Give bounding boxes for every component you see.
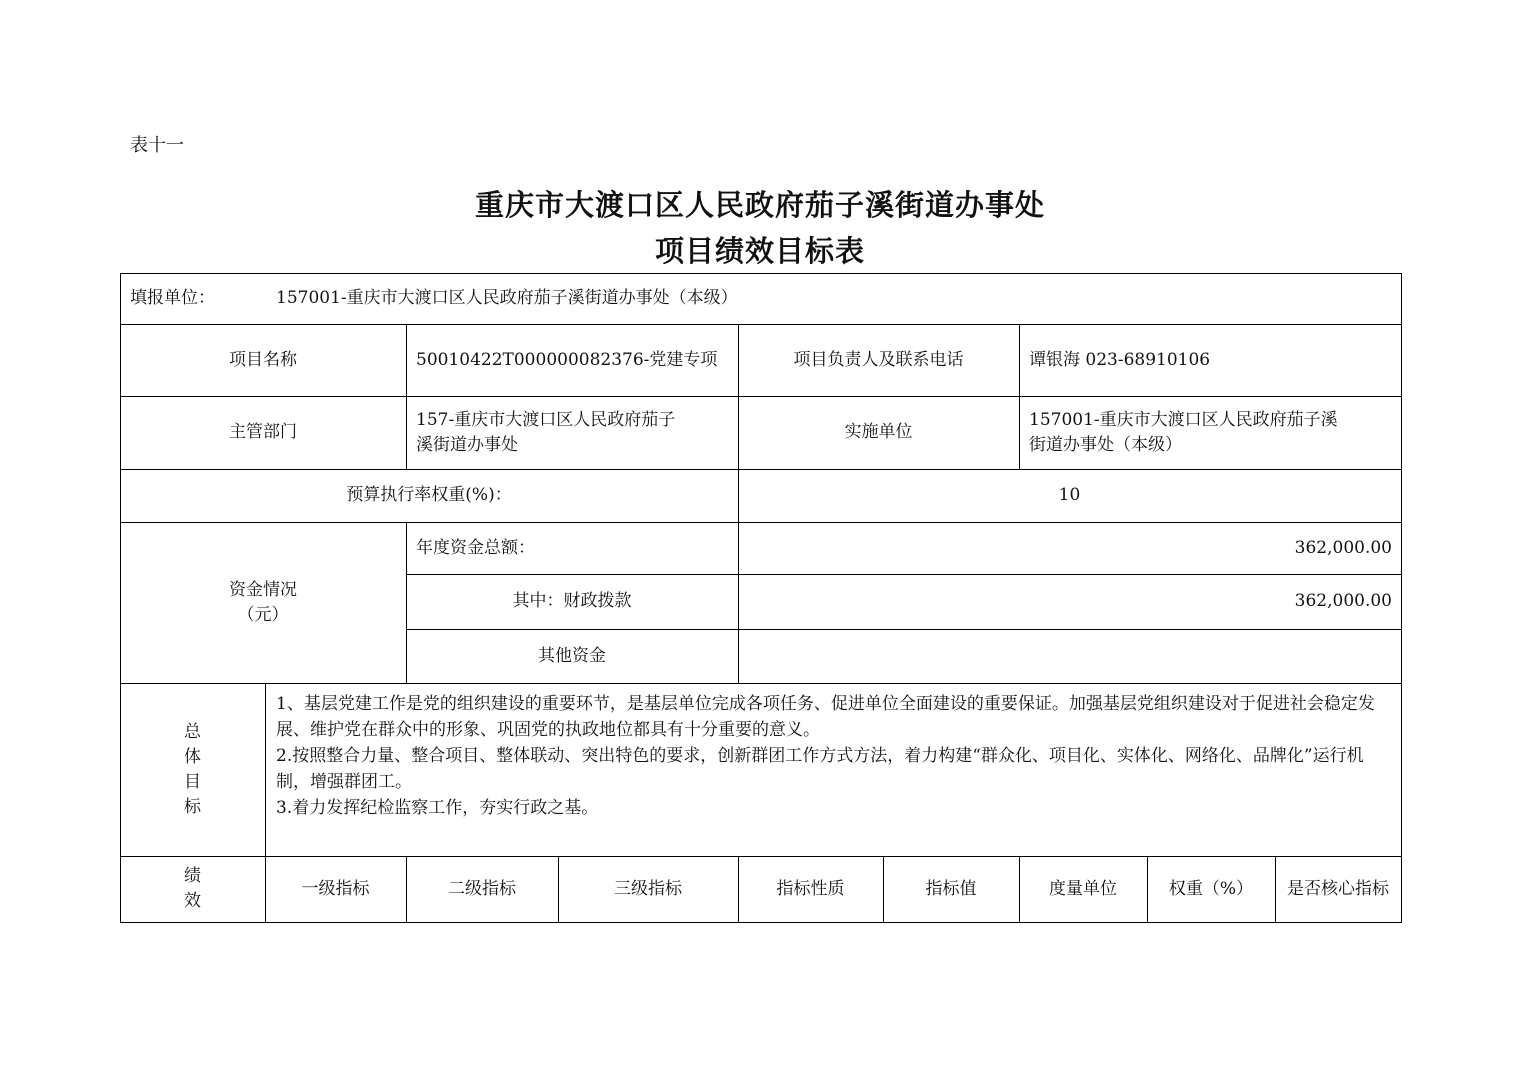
overall-goals-label: 总 体 目 标 <box>184 721 201 817</box>
header-level1-indicator: 一级指标 <box>301 878 370 899</box>
other-funds-value <box>738 629 1401 683</box>
reporting-unit-value: 157001-重庆市大渡口区人民政府茄子溪街道办事处（本级） <box>276 288 738 308</box>
fiscal-allocation-value: 362,000.00 <box>1294 591 1392 611</box>
goal-paragraph: 2.按照整合力量、整合项目、整体联动、突出特色的要求，创新群团工作方式方法，着力构建“群众化、项目化、实体化、网络化、品牌化”运行机制，增强群团工。 <box>276 746 1364 792</box>
budget-weight-label: 预算执行率权重(%)： <box>346 485 512 505</box>
table-number-label: 表十一 <box>130 135 184 156</box>
project-leader-label: 项目负责人及联系电话 <box>793 349 964 370</box>
project-name-value: 50010422T000000082376-党建专项 <box>416 349 718 370</box>
project-name-label: 项目名称 <box>229 349 297 370</box>
document-subtitle: 项目绩效目标表 <box>654 234 865 268</box>
goal-paragraph: 3.着力发挥纪检监察工作，夯实行政之基。 <box>276 798 599 818</box>
header-indicator-nature: 指标性质 <box>776 878 845 899</box>
project-leader-value: 谭银海 023-68910106 <box>1029 349 1211 370</box>
budget-weight-value: 10 <box>1058 485 1081 505</box>
header-weight: 权重（%） <box>1168 878 1254 899</box>
header-level3-indicator: 三级指标 <box>614 878 682 899</box>
annual-total-label: 年度资金总额： <box>416 537 535 558</box>
funds-label: 资金情况 （元） <box>229 579 297 625</box>
annual-total-value: 362,000.00 <box>1294 537 1392 558</box>
supervising-dept-value: 157-重庆市大渡口区人民政府茄子 溪街道办事处 <box>416 409 676 455</box>
performance-indicators-label: 绩 效 <box>184 866 201 911</box>
header-level2-indicator: 二级指标 <box>448 878 516 899</box>
reporting-unit-label: 填报单位： <box>130 288 215 308</box>
implementing-unit-label: 实施单位 <box>844 422 913 442</box>
implementing-unit-value: 157001-重庆市大渡口区人民政府茄子溪 街道办事处（本级） <box>1029 409 1338 455</box>
other-funds-label: 其他资金 <box>538 645 606 666</box>
header-core-indicator: 是否核心指标 <box>1287 878 1389 899</box>
goal-paragraph: 1、基层党建工作是党的组织建设的重要环节，是基层单位完成各项任务、促进单位全面建设的重要保证。加强基层党组织建设对于促进社会稳定发展、维护党在群众中的形象、巩固党的执政地位都具有十分重要的意义。 <box>276 694 1375 740</box>
document-title: 重庆市大渡口区人民政府茄子溪街道办事处 <box>474 188 1045 222</box>
supervising-dept-label: 主管部门 <box>229 422 297 442</box>
header-measure-unit: 度量单位 <box>1049 878 1117 899</box>
overall-goals-text <box>265 683 1401 856</box>
fiscal-allocation-label: 其中：财政拨款 <box>512 591 632 611</box>
header-indicator-value: 指标值 <box>925 878 977 899</box>
